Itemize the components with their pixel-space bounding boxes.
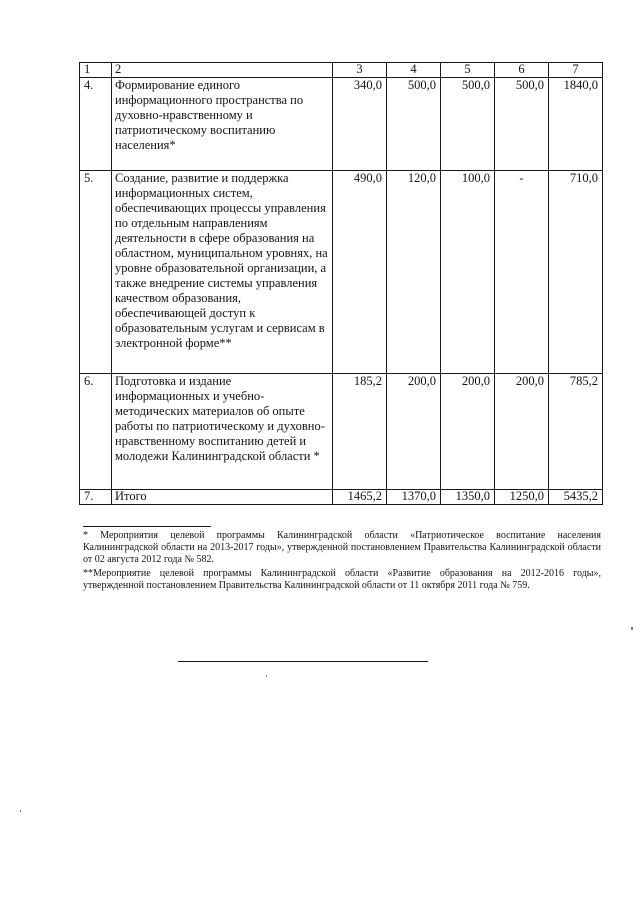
- value-cell: 5435,2: [549, 490, 603, 505]
- table-total-row: [80, 490, 603, 505]
- scan-speck: [266, 675, 267, 677]
- value-cell: 1350,0: [441, 490, 495, 505]
- budget-table: [79, 62, 603, 505]
- row-number: 6.: [80, 374, 112, 490]
- header-cell: 5: [441, 63, 495, 78]
- footnote-2: **Мероприятие целевой программы Калининградской области «Развитие образования на 2012-2016 годы», утвержденной постановлением Правительства Калининградской области от 11 октября 2011 года № 759.: [83, 568, 601, 591]
- closing-line: [178, 661, 428, 662]
- value-cell: 200,0: [441, 374, 495, 490]
- footnote-list: [83, 530, 601, 592]
- value-cell: 1840,0: [549, 78, 603, 171]
- footnotes: [83, 526, 601, 594]
- value-cell: 785,2: [549, 374, 603, 490]
- row-description: Создание, развитие и поддержка информационных систем, обеспечивающих процессы управления по отдельным направлениям деятельности в сфере образования на областном, муниципальном уровнях, на уровне образовательной организации, а также внедрение системы управления качеством образования, обеспечивающей доступ к образовательным услугам и сервисам в электронной форме**: [112, 171, 333, 374]
- row-number: 5.: [80, 171, 112, 374]
- value-cell: 1250,0: [495, 490, 549, 505]
- value-cell: 200,0: [387, 374, 441, 490]
- value-cell: 490,0: [333, 171, 387, 374]
- header-cell: 2: [112, 63, 333, 78]
- scan-speck: [631, 627, 633, 630]
- value-cell: 500,0: [495, 78, 549, 171]
- header-cell: 7: [549, 63, 603, 78]
- table-row: [80, 78, 603, 171]
- value-cell: 100,0: [441, 171, 495, 374]
- value-cell: -: [495, 171, 549, 374]
- footnote-1: * Мероприятия целевой программы Калининградской области «Патриотическое воспитание населения Калининградской области на 2013-2017 годы», утвержденной постановлением Правительства Калининградской области от 02 августа 2012 года № 582.: [83, 530, 601, 565]
- value-cell: 200,0: [495, 374, 549, 490]
- scan-speck: [20, 810, 21, 812]
- value-cell: 500,0: [387, 78, 441, 171]
- header-cell: 6: [495, 63, 549, 78]
- table-row: [80, 171, 603, 374]
- footnote-divider: [83, 526, 211, 527]
- value-cell: 710,0: [549, 171, 603, 374]
- row-number: 7.: [80, 490, 112, 505]
- header-cell: 3: [333, 63, 387, 78]
- row-description: Итого: [112, 490, 333, 505]
- row-description: Подготовка и издание информационных и учебно-методических материалов об опыте работы по патриотическому и духовно-нравственному воспитанию детей и молодежи Калининградской области *: [112, 374, 333, 490]
- value-cell: 500,0: [441, 78, 495, 171]
- header-cell: 1: [80, 63, 112, 78]
- table-row: [80, 374, 603, 490]
- value-cell: 1465,2: [333, 490, 387, 505]
- value-cell: 1370,0: [387, 490, 441, 505]
- value-cell: 185,2: [333, 374, 387, 490]
- row-number: 4.: [80, 78, 112, 171]
- value-cell: 340,0: [333, 78, 387, 171]
- row-description: Формирование единого информационного пространства по духовно-нравственному и патриотическому воспитанию населения*: [112, 78, 333, 171]
- header-cell: 4: [387, 63, 441, 78]
- table-header-row: [80, 63, 603, 78]
- value-cell: 120,0: [387, 171, 441, 374]
